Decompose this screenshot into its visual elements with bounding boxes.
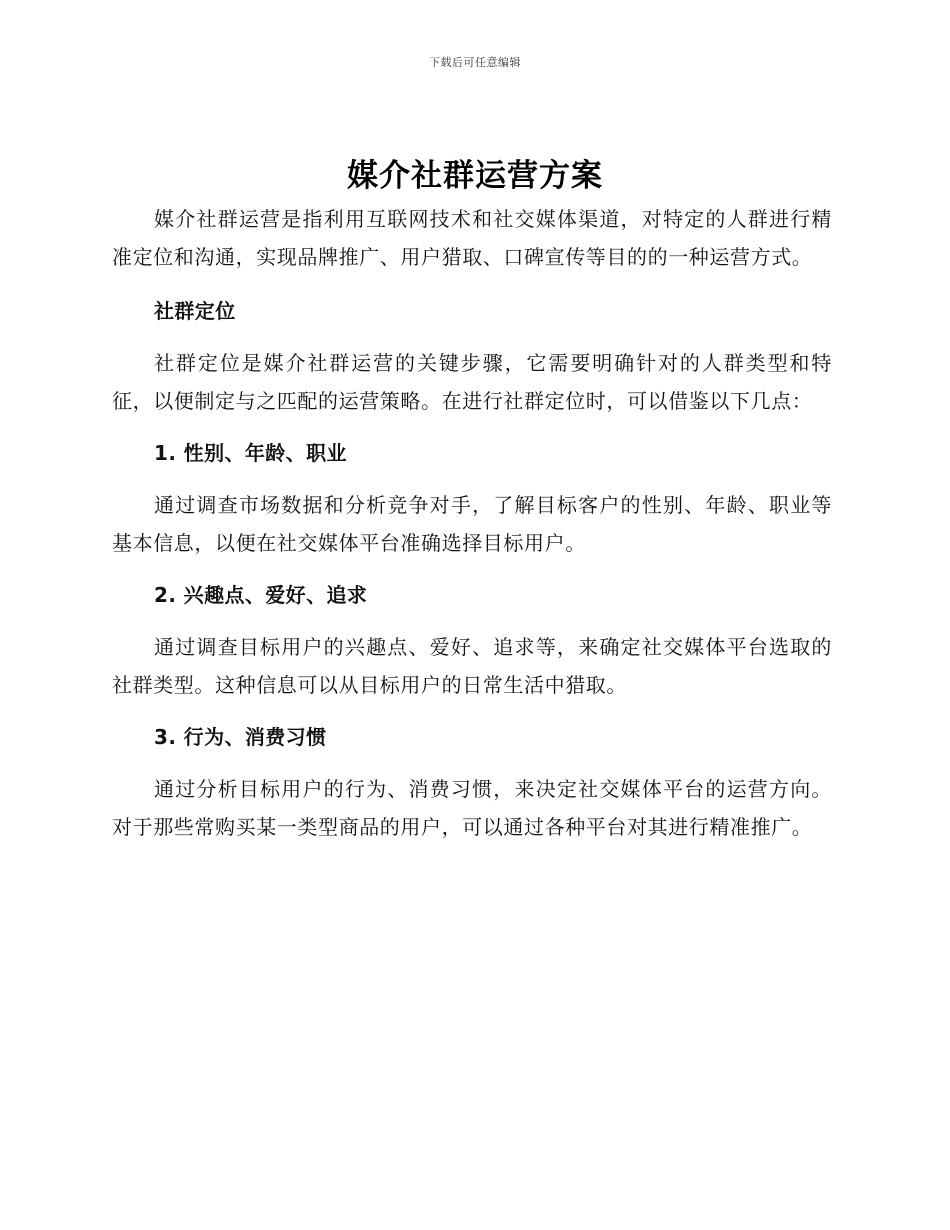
section-heading: 社群定位 [154,299,236,323]
point-heading: 1. 性别、年龄、职业 [154,441,347,465]
header-note: 下载后可任意编辑 [429,56,521,69]
page-title: 媒介社群运营方案 [347,158,603,194]
intro-paragraph: 媒介社群运营是指利用互联网技术和社交媒体渠道，对特定的人群进行精准定位和沟通，实现品牌推广、用户猎取、口碑宣传等目的的一种运营方式。 [112,207,832,269]
point-heading: 3. 行为、消费习惯 [154,725,327,749]
point-paragraph: 通过分析目标用户的行为、消费习惯，来决定社交媒体平台的运营方向。对于那些常购买某一类型商品的用户，可以通过各种平台对其进行精准推广。 [112,777,832,839]
point-heading: 2. 兴趣点、爱好、追求 [154,583,368,607]
section-paragraph: 社群定位是媒介社群运营的关键步骤，它需要明确针对的人群类型和特征，以便制定与之匹配的运营策略。在进行社群定位时，可以借鉴以下几点： [112,351,832,413]
document-body [112,200,832,846]
point-paragraph: 通过调查市场数据和分析竞争对手，了解目标客户的性别、年龄、职业等基本信息，以便在社交媒体平台准确选择目标用户。 [112,493,832,555]
point-paragraph: 通过调查目标用户的兴趣点、爱好、追求等，来确定社交媒体平台选取的社群类型。这种信息可以从目标用户的日常生活中猎取。 [112,635,832,697]
